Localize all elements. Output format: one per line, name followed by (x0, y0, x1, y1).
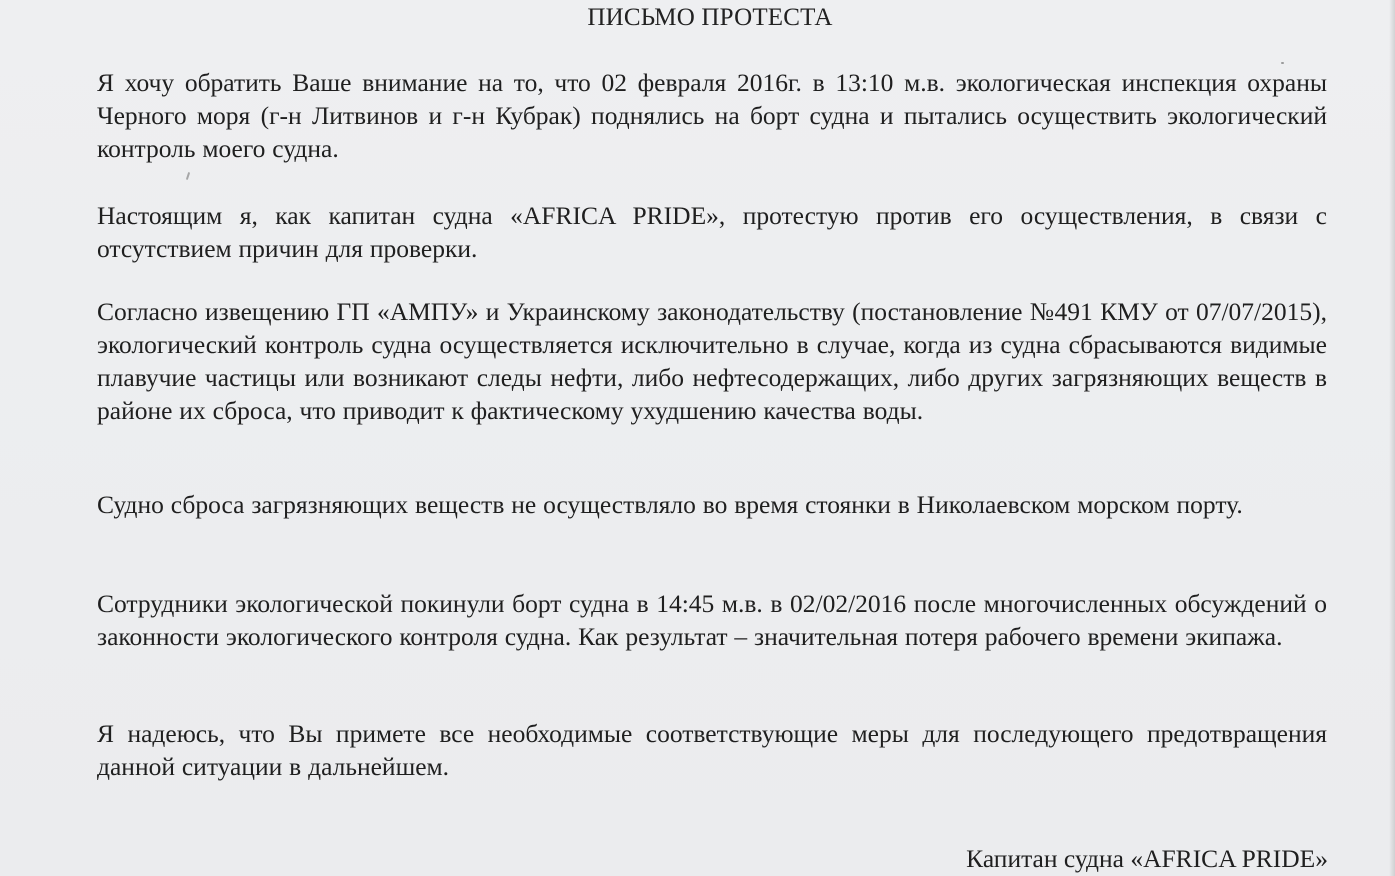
paragraph-no-discharge: Судно сброса загрязняющих веществ не осуществляло во время стоянки в Николаевском морском порту. (97, 490, 1243, 519)
document-title: ПИСЬМО ПРОТЕСТА (587, 4, 833, 31)
scan-speck (186, 172, 190, 180)
signature-line: Капитан судна «AFRICA PRIDE» (966, 844, 1328, 873)
paragraph-request-measures: Я надеюсь, что Вы примете все необходимые соответствующие меры для последующего предотвращения данной ситуации в дальнейшем. (97, 719, 1327, 781)
paragraph-legal-basis: Согласно извещению ГП «АМПУ» и Украинскому законодательству (постановление №491 КМУ от 07/07/2015), экологический контроль судна осуществляется исключительно в случае, когда из судна сбрасываются видимые плавучие частицы или возникают следы нефти, либо нефтесодержащих, либо других загрязняющих веществ в районе их сброса, что приводит к фактическому ухудшению качества воды. (97, 297, 1327, 425)
paragraph-captain-protest: Настоящим я, как капитан судна «AFRICA PRIDE», протестую против его осуществления, в связи с отсутствием причин для проверки. (97, 201, 1327, 263)
paragraph-inspection-boarding: Я хочу обратить Ваше внимание на то, что 02 февраля 2016г. в 13:10 м.в. экологическая инспекция охраны Черного моря (г-н Литвинов и г-н Кубрак) поднялись на борт судна и пытались осуществить экологический контроль моего судна. (97, 68, 1327, 163)
paragraph-inspectors-left: Сотрудники экологической покинули борт судна в 14:45 м.в. в 02/02/2016 после многочисленных обсуждений о законности экологического контроля судна. Как результат – значительная потеря рабочего времени экипажа. (97, 589, 1327, 651)
scan-speck (1281, 62, 1284, 64)
scan-edge-shadow (1389, 0, 1395, 876)
